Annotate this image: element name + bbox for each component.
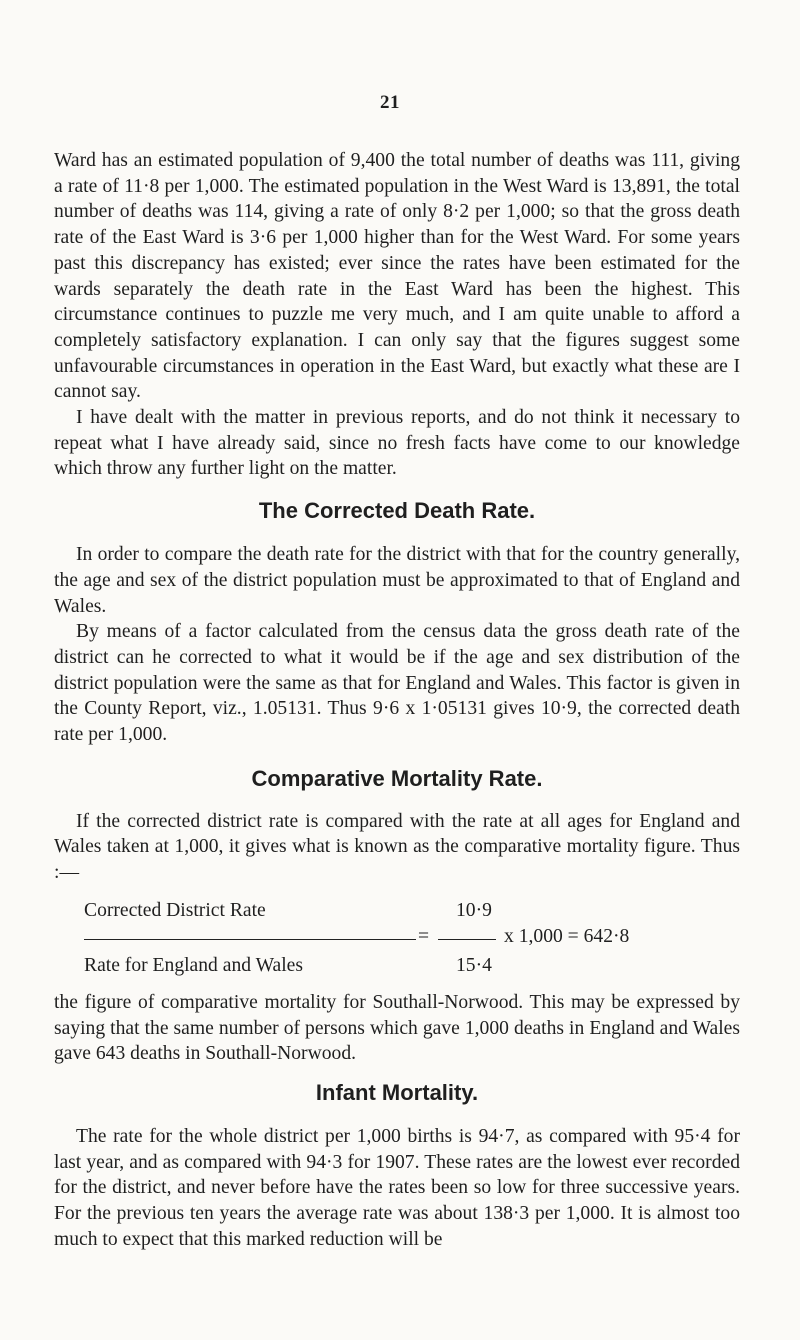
- formula-denominator-value: 15·4: [456, 954, 492, 976]
- page-number: 21: [380, 92, 400, 113]
- paragraph-corrected-2: By means of a factor calculated from the census data the gross death rate of the district can he corrected to what it would be if the age and sex distribution of the district population were the same as that for England and Wales. This factor is given in the County Report, viz., 1.05131. Thus 9·6 x 1·05131 gives 10·9, the corrected death rate per 1,000.: [54, 621, 740, 746]
- formula-numerator-label: Corrected District Rate: [84, 899, 266, 921]
- paragraph-corrected-1: In order to compare the death rate for the district with that for the country generally, the age and sex of the district population must be approximated to that of England and Wales.: [54, 544, 740, 617]
- heading-infant-mortality: Infant Mortality.: [315, 1079, 479, 1105]
- body-text: [54, 148, 740, 1253]
- formula-denominator-label: Rate for England and Wales: [84, 954, 303, 976]
- heading-comparative-mortality: Comparative Mortality Rate.: [251, 765, 543, 791]
- formula-equals-sign: =: [418, 925, 430, 947]
- formula-value-fraction-line: [438, 939, 496, 940]
- heading-corrected-death-rate: The Corrected Death Rate.: [258, 498, 536, 524]
- formula-fraction-line: [84, 939, 416, 940]
- paragraph-intro: Ward has an estimated population of 9,400 the total number of deaths was 111, giving a rate of 11·8 per 1,000. The estimated population in the West Ward is 13,891, the total number of deaths was 114, giving a rate of only 8·2 per 1,000; so that the gross death rate of the East Ward is 3·6 per 1,000 higher than for the West Ward. For some years past this discrepancy has existed; ever since the rates have been estimated for the wards separately the death rate in the East Ward has been the highest. This circumstance continues to puzzle me very much, and I am quite unable to afford a completely satisfactory explanation. I can only say that the figures suggest some unfavourable circumstances in operation in the East Ward, but exactly what these are I cannot say.: [54, 150, 740, 403]
- formula-numerator-value: 10·9: [456, 899, 492, 921]
- comparative-mortality-formula: [54, 900, 740, 984]
- formula-result: x 1,000 = 642·8: [504, 925, 630, 947]
- paragraph-comparative-1: If the corrected district rate is compared with the rate at all ages for England and Wales taken at 1,000, it gives what is known as the comparative mortality figure. Thus :—: [54, 810, 740, 884]
- paragraph-comparative-2: the figure of comparative mortality for Southall-Norwood. This may be expressed by saying that the same number of persons which gave 1,000 deaths in England and Wales gave 643 deaths in Southall-Norwood.: [54, 991, 740, 1065]
- paragraph-infant-1: The rate for the whole district per 1,000 births is 94·7, as compared with 95·4 for last year, and as compared with 94·3 for 1907. These rates are the lowest ever recorded for the district, and never before have the rates been so low for three successive years. For the previous ten years the average rate was about 138·3 per 1,000. It is almost too much to expect that this marked reduction will be: [54, 1125, 740, 1250]
- paragraph-previous-reports: I have dealt with the matter in previous reports, and do not think it necessary to repeat what I have already said, since no fresh facts have come to our knowledge which throw any further light on the matter.: [54, 407, 740, 480]
